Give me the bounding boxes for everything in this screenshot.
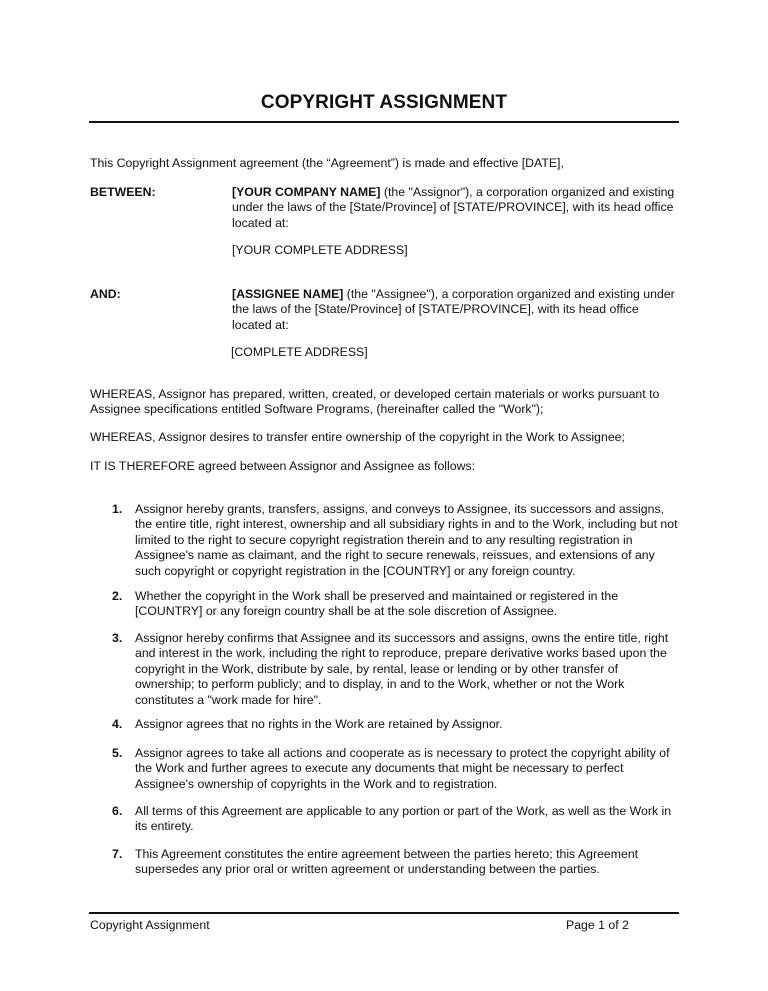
clause-number: 7. [112, 847, 123, 861]
clause-text: Assignor hereby confirms that Assignee and its successors and assigns, owns the entire title, right and interest in the work, including the right to reproduce, prepare derivative works based upon the copyright in the Work, distribute by sale, by rental, lease or lending or by other transfer of ownership; to perform publicly; and to display, in and to the Work, whether or not the Work constitutes a "work made for hire". [135, 631, 669, 707]
assignee-description: (the "Assignee"), a corporation organized and existing under the laws of the [State/Province] of [STATE/PROVINCE], with its head office located at: [232, 287, 675, 332]
assignor-name: [YOUR COMPANY NAME] [232, 185, 381, 199]
whereas-paragraph-1: WHEREAS, Assignor has prepared, written, created, or developed certain materials or works pursuant to Assignee specifications entitled Software Programs, (hereinafter called the "Work"); [90, 387, 660, 417]
and-label: AND: [90, 287, 121, 301]
clause-number: 4. [112, 717, 123, 731]
therefore-paragraph: IT IS THEREFORE agreed between Assignor and Assignee as follows: [90, 459, 476, 473]
assignor-paragraph [232, 185, 680, 231]
footer-divider [89, 912, 679, 914]
assignee-name: [ASSIGNEE NAME] [232, 287, 344, 301]
clause-text: All terms of this Agreement are applicable to any portion or part of the Work, as well as the Work in its entirety. [135, 804, 672, 834]
intro-paragraph: This Copyright Assignment agreement (the “Agreement”) is made and effective [DATE], [90, 156, 564, 170]
clause-number: 3. [112, 631, 123, 645]
whereas-paragraph-2: WHEREAS, Assignor desires to transfer entire ownership of the copyright in the Work to Assignee; [90, 430, 625, 444]
clause-text: Whether the copyright in the Work shall be preserved and maintained or registered in the [COUNTRY] or any foreign country shall be at the sole discretion of Assignee. [135, 589, 619, 619]
document-title: COPYRIGHT ASSIGNMENT [260, 92, 508, 113]
clause-number: 1. [112, 502, 123, 516]
clause-text: This Agreement constitutes the entire agreement between the parties hereto; this Agreement supersedes any prior oral or written agreement or understanding between the parties. [135, 847, 639, 877]
footer-document-name: Copyright Assignment [90, 918, 210, 932]
clause-number: 2. [112, 589, 123, 603]
clause-text: Assignor hereby grants, transfers, assigns, and conveys to Assignee, its successors and assigns, the entire title, right interest, ownership and all subsidiary rights in and to the Work, including but not limited to the right to secure copyright registration therein and to any resulting registration in Assignee's name as claimant, and the right to secure renewals, reissues, and extensions of any such copyright or copyright registration in the [COUNTRY] or any foreign country. [135, 502, 678, 578]
assignee-paragraph [232, 287, 680, 333]
clause-number: 5. [112, 746, 123, 760]
assignor-description: (the "Assignor"), a corporation organized and existing under the laws of the [State/Province] of [STATE/PROVINCE], with its head office located at: [232, 185, 675, 230]
clause-text: Assignor agrees that no rights in the Work are retained by Assignor. [135, 717, 503, 731]
clause-number: 6. [112, 804, 123, 818]
title-divider [89, 121, 679, 123]
clause-text: Assignor agrees to take all actions and cooperate as is necessary to protect the copyright ability of the Work and further agrees to execute any documents that might be necessary to perfect Assignee's ownership of copyrights in the Work and to registration. [135, 746, 670, 791]
assignee-address: [COMPLETE ADDRESS] [231, 345, 368, 359]
assignor-address: [YOUR COMPLETE ADDRESS] [232, 243, 408, 257]
footer-page-number: Page 1 of 2 [566, 918, 629, 932]
between-label: BETWEEN: [90, 185, 156, 199]
